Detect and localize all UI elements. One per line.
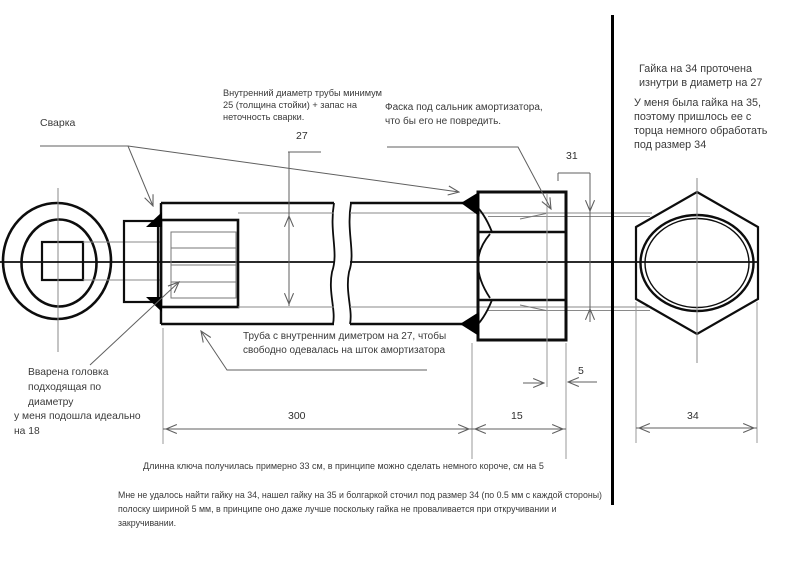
note-length: Длинна ключа получилась примерно 33 см, в принципе можно сделать немного короче, см на 5	[143, 461, 544, 471]
note-nut-bored-line1: Гайка на 34 проточена	[639, 63, 753, 75]
note-tube-line2: свободно одевалась на шток амортизатора	[243, 345, 446, 356]
note-inner-diameter-line2: 25 (толщина стойки) + запас на	[223, 100, 357, 110]
dim-27-label: 27	[296, 130, 308, 142]
note-grind-line3: закручивании.	[118, 518, 177, 528]
nut-chamfer-arc-middle	[478, 234, 490, 298]
note-grind-line2: полоску шириной 5 мм, в принципе оно даже лучше поскольку гайка не проваливается при откручивании и	[118, 504, 557, 514]
dim-34-label: 34	[687, 410, 699, 422]
nut-side-view	[473, 192, 566, 387]
note-inner-diameter-line3: неточность сварки.	[223, 112, 305, 122]
note-nut-bored-line2: изнутри в диаметр на 27	[639, 77, 763, 89]
nut-outline	[478, 192, 566, 340]
socket-inner-circle	[22, 220, 97, 307]
note-head-fit-line1: у меня подошла идеально	[14, 411, 141, 422]
square-drive-hole	[42, 242, 83, 280]
note-faska-line2: что бы его не повредить.	[385, 116, 502, 127]
leader-svarka-head	[40, 146, 153, 206]
dim-15-label: 15	[511, 410, 523, 422]
note-nut35-line1: У меня была гайка на 35,	[634, 97, 762, 109]
note-welded-head-line1: Вварена головка	[28, 367, 109, 378]
dim-5	[523, 382, 597, 383]
note-nut35-line4: под размер 34	[634, 139, 707, 151]
weld-seam-head-top	[146, 212, 162, 227]
note-welded-head-line2: подходящая по	[28, 382, 102, 393]
note-grind-line1: Мне не удалось найти гайку на 34, нашел гайку на 35 и болгаркой сточил под размер 34 (по 0.5 мм с каждой стороны)	[118, 490, 602, 500]
note-welded-head-line3: диаметру	[28, 397, 74, 408]
weld-seam-head-bottom	[146, 297, 162, 312]
tube-body	[161, 203, 652, 324]
note-faska-line1: Фаска под сальник амортизатора,	[385, 102, 543, 113]
dim-300-label: 300	[288, 410, 306, 422]
note-head-fit-line2: на 18	[14, 426, 40, 437]
weld-seam-nut-bottom	[460, 312, 479, 336]
nut-face-view	[636, 178, 758, 363]
welded-head-block	[161, 220, 238, 307]
weld-seam-nut-top	[461, 192, 479, 216]
dim-15	[472, 343, 566, 459]
note-nut35-line2: поэтому пришлось ее с	[634, 111, 752, 123]
dim-27	[288, 152, 321, 306]
note-nut35-line3: торца немного обработать	[634, 125, 768, 137]
dim-5-label: 5	[578, 365, 584, 377]
break-line-right	[348, 203, 352, 324]
note-inner-diameter-line1: Внутренний диаметр трубы минимум	[223, 88, 382, 98]
break-line-left	[331, 203, 335, 324]
end-view-socket	[3, 188, 160, 352]
leader-svarka-nut	[128, 146, 459, 192]
dim-31-label: 31	[566, 150, 578, 162]
note-svarka: Сварка	[40, 117, 76, 129]
note-tube-line1: Труба с внутренним диметром на 27, чтобы	[243, 331, 447, 342]
bore-chamfer-bottom	[520, 305, 546, 311]
